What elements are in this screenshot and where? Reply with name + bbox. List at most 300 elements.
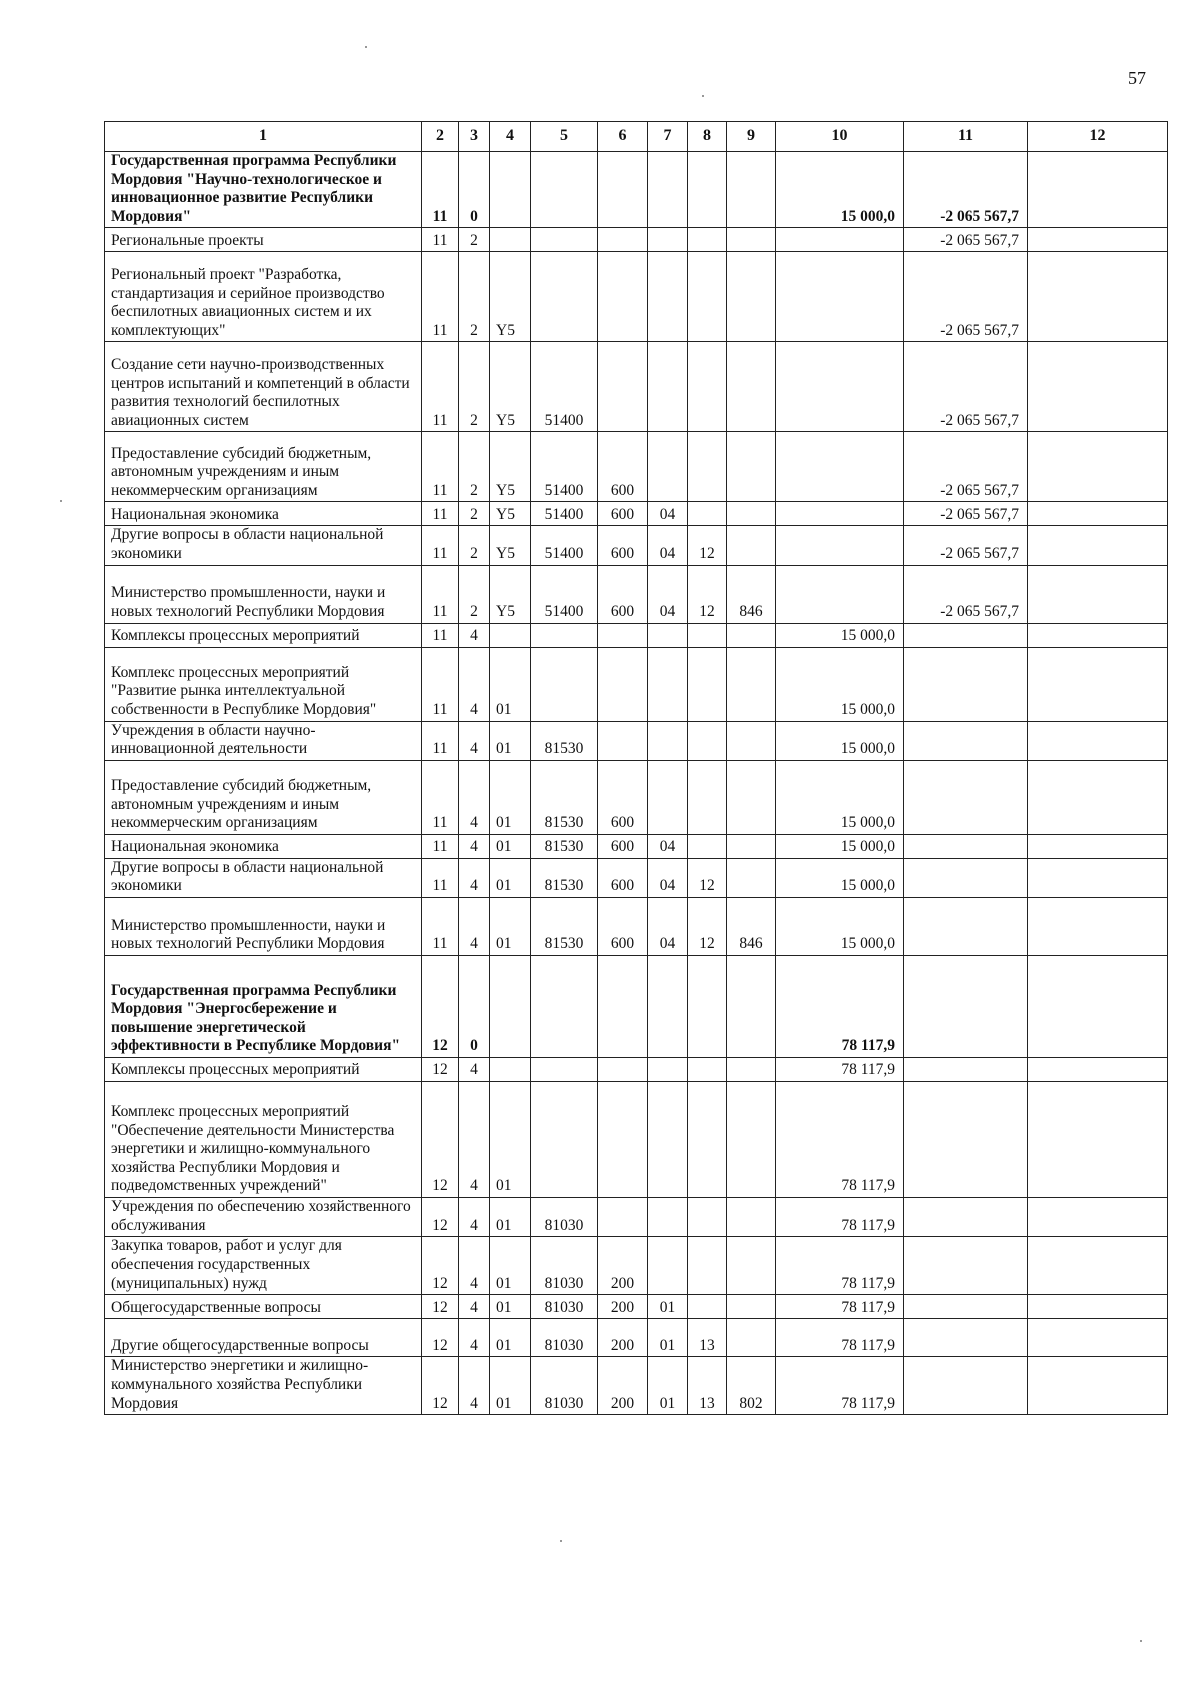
row-cell-col8 — [688, 1295, 727, 1319]
row-cell-col6: 600 — [598, 432, 648, 502]
row-cell-col9 — [727, 1319, 776, 1357]
row-cell-col6: 600 — [598, 858, 648, 897]
row-cell-col4: 01 — [490, 760, 531, 834]
table-row — [105, 1237, 1168, 1295]
row-cell-col9 — [727, 834, 776, 858]
row-cell-col8 — [688, 228, 727, 252]
header-cell-col9: 9 — [727, 122, 776, 152]
row-cell-col11 — [904, 1197, 1028, 1236]
row-name-cell: Комплексы процессных мероприятий — [105, 623, 422, 647]
scan-speck — [560, 1540, 562, 1542]
row-cell-col11 — [904, 760, 1028, 834]
row-cell-col8 — [688, 721, 727, 760]
table-row — [105, 1081, 1168, 1197]
row-cell-col2: 11 — [422, 432, 459, 502]
row-cell-col9 — [727, 1197, 776, 1236]
row-cell-col9 — [727, 526, 776, 565]
row-cell-col4 — [490, 228, 531, 252]
row-cell-col7 — [648, 342, 688, 432]
row-cell-col8 — [688, 1237, 727, 1295]
row-cell-col9 — [727, 955, 776, 1057]
row-cell-col10: 15 000,0 — [776, 647, 904, 721]
row-cell-col3: 4 — [459, 1319, 490, 1357]
row-cell-col10 — [776, 432, 904, 502]
row-cell-col4: 01 — [490, 1357, 531, 1415]
row-cell-col10: 78 117,9 — [776, 1357, 904, 1415]
row-cell-col12 — [1028, 565, 1168, 623]
row-cell-col4: 01 — [490, 1197, 531, 1236]
row-cell-col3: 4 — [459, 721, 490, 760]
row-name-cell: Комплекс процессных мероприятий "Обеспечение деятельности Министерства энергетики и жилищно-коммунального хозяйства Республики Мордовия и подведомственных учреждений" — [105, 1081, 422, 1197]
row-cell-col5: 81530 — [531, 897, 598, 955]
row-cell-col5: 81530 — [531, 760, 598, 834]
row-cell-col4 — [490, 955, 531, 1057]
row-cell-col12 — [1028, 623, 1168, 647]
row-cell-col6: 200 — [598, 1319, 648, 1357]
row-cell-col10: 15 000,0 — [776, 834, 904, 858]
row-cell-col8 — [688, 834, 727, 858]
row-cell-col10: 15 000,0 — [776, 760, 904, 834]
scan-speck — [60, 500, 62, 502]
row-cell-col4: 01 — [490, 1295, 531, 1319]
table-row — [105, 623, 1168, 647]
row-cell-col4: 01 — [490, 647, 531, 721]
row-cell-col10: 15 000,0 — [776, 858, 904, 897]
row-cell-col7: 01 — [648, 1295, 688, 1319]
row-cell-col2: 12 — [422, 1295, 459, 1319]
row-cell-col2: 12 — [422, 1197, 459, 1236]
table-row — [105, 721, 1168, 760]
row-cell-col7 — [648, 721, 688, 760]
row-cell-col7 — [648, 252, 688, 342]
row-cell-col3: 4 — [459, 1197, 490, 1236]
row-cell-col11: -2 065 567,7 — [904, 565, 1028, 623]
row-cell-col9 — [727, 858, 776, 897]
row-cell-col7 — [648, 623, 688, 647]
row-cell-col7 — [648, 955, 688, 1057]
row-cell-col10: 15 000,0 — [776, 623, 904, 647]
row-cell-col4: 01 — [490, 834, 531, 858]
row-cell-col2: 11 — [422, 252, 459, 342]
row-name-cell: Учреждения в области научно-инновационной деятельности — [105, 721, 422, 760]
row-cell-col3: 4 — [459, 1237, 490, 1295]
row-cell-col4 — [490, 1057, 531, 1081]
row-cell-col5: 51400 — [531, 526, 598, 565]
row-cell-col7: 04 — [648, 834, 688, 858]
row-cell-col4: Y5 — [490, 252, 531, 342]
header-cell-col4: 4 — [490, 122, 531, 152]
row-cell-col4: 01 — [490, 721, 531, 760]
row-cell-col2: 12 — [422, 1357, 459, 1415]
row-cell-col10: 78 117,9 — [776, 1057, 904, 1081]
table-row — [105, 565, 1168, 623]
row-name-cell: Создание сети научно-производственных центров испытаний и компетенций в области развития технологий беспилотных авиационных систем — [105, 342, 422, 432]
row-cell-col6: 600 — [598, 897, 648, 955]
row-cell-col11: -2 065 567,7 — [904, 252, 1028, 342]
row-cell-col11 — [904, 1319, 1028, 1357]
row-cell-col5: 81030 — [531, 1319, 598, 1357]
budget-table — [104, 121, 1168, 1415]
row-cell-col6: 200 — [598, 1237, 648, 1295]
row-cell-col12 — [1028, 502, 1168, 526]
header-cell-col1: 1 — [105, 122, 422, 152]
row-cell-col3: 2 — [459, 432, 490, 502]
row-cell-col8: 12 — [688, 526, 727, 565]
row-cell-col3: 0 — [459, 955, 490, 1057]
row-name-cell: Другие вопросы в области национальной экономики — [105, 526, 422, 565]
header-cell-col7: 7 — [648, 122, 688, 152]
row-cell-col12 — [1028, 342, 1168, 432]
row-cell-col12 — [1028, 647, 1168, 721]
row-cell-col2: 12 — [422, 1081, 459, 1197]
row-cell-col11: -2 065 567,7 — [904, 432, 1028, 502]
row-cell-col12 — [1028, 955, 1168, 1057]
header-cell-col5: 5 — [531, 122, 598, 152]
row-cell-col7: 04 — [648, 526, 688, 565]
row-cell-col3: 4 — [459, 1057, 490, 1081]
row-cell-col10: 15 000,0 — [776, 152, 904, 228]
row-cell-col12 — [1028, 152, 1168, 228]
row-cell-col12 — [1028, 1197, 1168, 1236]
row-cell-col10: 78 117,9 — [776, 1319, 904, 1357]
row-cell-col6 — [598, 721, 648, 760]
row-cell-col8: 12 — [688, 897, 727, 955]
row-cell-col2: 11 — [422, 858, 459, 897]
table-row — [105, 432, 1168, 502]
row-cell-col9 — [727, 342, 776, 432]
row-cell-col7: 04 — [648, 565, 688, 623]
row-cell-col4: Y5 — [490, 565, 531, 623]
row-cell-col11 — [904, 834, 1028, 858]
table-row — [105, 760, 1168, 834]
row-cell-col9 — [727, 432, 776, 502]
row-cell-col4: Y5 — [490, 502, 531, 526]
row-name-cell: Комплексы процессных мероприятий — [105, 1057, 422, 1081]
row-cell-col9: 802 — [727, 1357, 776, 1415]
row-cell-col12 — [1028, 228, 1168, 252]
row-cell-col11: -2 065 567,7 — [904, 152, 1028, 228]
row-cell-col8: 13 — [688, 1357, 727, 1415]
row-cell-col11: -2 065 567,7 — [904, 502, 1028, 526]
row-name-cell: Государственная программа Республики Мордовия "Научно-технологическое и инновационное развитие Республики Мордовия" — [105, 152, 422, 228]
row-cell-col6 — [598, 955, 648, 1057]
row-cell-col6 — [598, 252, 648, 342]
row-cell-col6: 600 — [598, 760, 648, 834]
header-cell-col3: 3 — [459, 122, 490, 152]
row-cell-col5: 81030 — [531, 1197, 598, 1236]
table-row — [105, 228, 1168, 252]
table-row — [105, 502, 1168, 526]
row-cell-col4 — [490, 623, 531, 647]
row-cell-col11 — [904, 1057, 1028, 1081]
row-cell-col5: 51400 — [531, 502, 598, 526]
row-cell-col7: 04 — [648, 897, 688, 955]
row-cell-col4: Y5 — [490, 342, 531, 432]
row-cell-col7 — [648, 647, 688, 721]
row-name-cell: Другие общегосударственные вопросы — [105, 1319, 422, 1357]
row-cell-col11 — [904, 721, 1028, 760]
row-cell-col9 — [727, 1295, 776, 1319]
table-row — [105, 152, 1168, 228]
row-cell-col5: 81530 — [531, 858, 598, 897]
row-cell-col11: -2 065 567,7 — [904, 228, 1028, 252]
table-row — [105, 1357, 1168, 1415]
row-cell-col4: 01 — [490, 1237, 531, 1295]
row-cell-col9: 846 — [727, 897, 776, 955]
table-row — [105, 1295, 1168, 1319]
row-name-cell: Национальная экономика — [105, 502, 422, 526]
row-cell-col11 — [904, 623, 1028, 647]
row-cell-col5: 81530 — [531, 721, 598, 760]
row-cell-col6 — [598, 1197, 648, 1236]
row-cell-col2: 12 — [422, 955, 459, 1057]
row-cell-col8 — [688, 1197, 727, 1236]
table-row — [105, 647, 1168, 721]
row-cell-col7: 04 — [648, 858, 688, 897]
row-cell-col8 — [688, 1057, 727, 1081]
row-cell-col10 — [776, 565, 904, 623]
row-cell-col7: 04 — [648, 502, 688, 526]
row-cell-col3: 4 — [459, 858, 490, 897]
row-cell-col6 — [598, 228, 648, 252]
row-cell-col8 — [688, 252, 727, 342]
row-name-cell: Общегосударственные вопросы — [105, 1295, 422, 1319]
row-name-cell: Региональные проекты — [105, 228, 422, 252]
row-cell-col11 — [904, 647, 1028, 721]
row-cell-col12 — [1028, 721, 1168, 760]
row-cell-col4: Y5 — [490, 432, 531, 502]
row-name-cell: Закупка товаров, работ и услуг для обеспечения государственных (муниципальных) нужд — [105, 1237, 422, 1295]
row-cell-col10 — [776, 526, 904, 565]
row-cell-col5: 81030 — [531, 1357, 598, 1415]
row-cell-col11 — [904, 858, 1028, 897]
page-number: 57 — [1128, 68, 1146, 88]
row-name-cell: Региональный проект "Разработка, стандартизация и серийное производство беспилотных авиационных систем и их комплектующих" — [105, 252, 422, 342]
row-cell-col9 — [727, 152, 776, 228]
row-cell-col10: 78 117,9 — [776, 955, 904, 1057]
row-cell-col4: 01 — [490, 1081, 531, 1197]
table-row — [105, 858, 1168, 897]
row-cell-col11 — [904, 1357, 1028, 1415]
table-row — [105, 955, 1168, 1057]
table-row — [105, 252, 1168, 342]
row-cell-col9 — [727, 1057, 776, 1081]
row-cell-col10: 15 000,0 — [776, 721, 904, 760]
row-cell-col12 — [1028, 1319, 1168, 1357]
row-cell-col3: 2 — [459, 526, 490, 565]
table-row — [105, 834, 1168, 858]
row-cell-col12 — [1028, 252, 1168, 342]
row-cell-col8: 13 — [688, 1319, 727, 1357]
row-cell-col3: 2 — [459, 342, 490, 432]
row-cell-col2: 11 — [422, 152, 459, 228]
row-cell-col2: 11 — [422, 526, 459, 565]
row-cell-col4: 01 — [490, 858, 531, 897]
row-name-cell: Комплекс процессных мероприятий "Развитие рынка интеллектуальной собственности в Республике Мордовия" — [105, 647, 422, 721]
header-row — [105, 122, 1168, 152]
row-cell-col10 — [776, 252, 904, 342]
row-cell-col9 — [727, 502, 776, 526]
row-cell-col12 — [1028, 1357, 1168, 1415]
row-cell-col5: 81530 — [531, 834, 598, 858]
row-cell-col11 — [904, 1081, 1028, 1197]
row-cell-col9 — [727, 647, 776, 721]
row-cell-col11: -2 065 567,7 — [904, 342, 1028, 432]
row-cell-col9 — [727, 1081, 776, 1197]
row-cell-col12 — [1028, 1237, 1168, 1295]
row-cell-col9: 846 — [727, 565, 776, 623]
header-cell-col11: 11 — [904, 122, 1028, 152]
row-cell-col5 — [531, 623, 598, 647]
row-cell-col3: 2 — [459, 565, 490, 623]
row-cell-col12 — [1028, 432, 1168, 502]
row-cell-col9 — [727, 228, 776, 252]
row-name-cell: Министерство промышленности, науки и новых технологий Республики Мордовия — [105, 897, 422, 955]
row-cell-col3: 4 — [459, 760, 490, 834]
table-row — [105, 1319, 1168, 1357]
row-cell-col10: 15 000,0 — [776, 897, 904, 955]
row-cell-col6: 200 — [598, 1295, 648, 1319]
row-cell-col4: 01 — [490, 1319, 531, 1357]
row-cell-col6 — [598, 647, 648, 721]
row-cell-col11: -2 065 567,7 — [904, 526, 1028, 565]
table-row — [105, 1057, 1168, 1081]
row-cell-col7 — [648, 228, 688, 252]
row-cell-col3: 4 — [459, 1295, 490, 1319]
row-cell-col6 — [598, 1081, 648, 1197]
scan-speck — [702, 95, 704, 97]
row-name-cell: Министерство промышленности, науки и новых технологий Республики Мордовия — [105, 565, 422, 623]
row-cell-col7 — [648, 1081, 688, 1197]
row-cell-col10 — [776, 342, 904, 432]
row-cell-col12 — [1028, 1081, 1168, 1197]
row-name-cell: Министерство энергетики и жилищно-коммунального хозяйства Республики Мордовия — [105, 1357, 422, 1415]
row-name-cell: Другие вопросы в области национальной экономики — [105, 858, 422, 897]
row-cell-col6 — [598, 623, 648, 647]
row-cell-col7: 01 — [648, 1319, 688, 1357]
row-cell-col3: 2 — [459, 252, 490, 342]
row-cell-col7 — [648, 432, 688, 502]
table-row — [105, 1197, 1168, 1236]
row-cell-col3: 4 — [459, 1357, 490, 1415]
row-cell-col8: 12 — [688, 565, 727, 623]
row-cell-col7: 01 — [648, 1357, 688, 1415]
row-cell-col5 — [531, 228, 598, 252]
row-cell-col5: 81030 — [531, 1237, 598, 1295]
row-cell-col8 — [688, 502, 727, 526]
row-cell-col5 — [531, 252, 598, 342]
row-cell-col6: 600 — [598, 502, 648, 526]
row-cell-col2: 11 — [422, 647, 459, 721]
row-cell-col2: 12 — [422, 1057, 459, 1081]
row-cell-col3: 4 — [459, 647, 490, 721]
row-name-cell: Предоставление субсидий бюджетным, автономным учреждениям и иным некоммерческим организациям — [105, 432, 422, 502]
row-cell-col7 — [648, 152, 688, 228]
header-cell-col6: 6 — [598, 122, 648, 152]
scan-speck — [1140, 1640, 1142, 1642]
row-cell-col10: 78 117,9 — [776, 1295, 904, 1319]
header-cell-col8: 8 — [688, 122, 727, 152]
row-cell-col5 — [531, 955, 598, 1057]
row-cell-col11 — [904, 897, 1028, 955]
row-cell-col7 — [648, 1197, 688, 1236]
row-cell-col5 — [531, 1057, 598, 1081]
row-cell-col9 — [727, 721, 776, 760]
row-cell-col8: 12 — [688, 858, 727, 897]
row-cell-col12 — [1028, 897, 1168, 955]
row-cell-col8 — [688, 342, 727, 432]
table-row — [105, 526, 1168, 565]
row-cell-col12 — [1028, 1057, 1168, 1081]
row-cell-col11 — [904, 1237, 1028, 1295]
row-cell-col2: 12 — [422, 1237, 459, 1295]
row-cell-col12 — [1028, 526, 1168, 565]
row-cell-col6 — [598, 152, 648, 228]
row-cell-col3: 4 — [459, 1081, 490, 1197]
row-cell-col8 — [688, 955, 727, 1057]
row-cell-col5: 51400 — [531, 342, 598, 432]
row-cell-col3: 0 — [459, 152, 490, 228]
row-cell-col6: 600 — [598, 834, 648, 858]
row-cell-col7 — [648, 1057, 688, 1081]
row-name-cell: Национальная экономика — [105, 834, 422, 858]
row-cell-col2: 11 — [422, 897, 459, 955]
row-cell-col10 — [776, 228, 904, 252]
row-cell-col5: 51400 — [531, 432, 598, 502]
row-cell-col10: 78 117,9 — [776, 1081, 904, 1197]
row-cell-col2: 11 — [422, 228, 459, 252]
table-row — [105, 342, 1168, 432]
row-cell-col2: 11 — [422, 721, 459, 760]
row-cell-col3: 2 — [459, 502, 490, 526]
row-cell-col3: 4 — [459, 897, 490, 955]
row-cell-col2: 11 — [422, 342, 459, 432]
row-cell-col7 — [648, 760, 688, 834]
row-cell-col12 — [1028, 760, 1168, 834]
row-cell-col6 — [598, 342, 648, 432]
row-cell-col12 — [1028, 858, 1168, 897]
row-cell-col2: 12 — [422, 1319, 459, 1357]
row-cell-col8 — [688, 152, 727, 228]
row-cell-col11 — [904, 955, 1028, 1057]
row-cell-col5: 81030 — [531, 1295, 598, 1319]
row-cell-col7 — [648, 1237, 688, 1295]
row-cell-col5 — [531, 1081, 598, 1197]
row-cell-col2: 11 — [422, 834, 459, 858]
header-cell-col12: 12 — [1028, 122, 1168, 152]
row-cell-col5 — [531, 647, 598, 721]
row-cell-col3: 4 — [459, 623, 490, 647]
row-cell-col9 — [727, 252, 776, 342]
table-row — [105, 897, 1168, 955]
row-cell-col2: 11 — [422, 623, 459, 647]
header-cell-col2: 2 — [422, 122, 459, 152]
row-cell-col9 — [727, 760, 776, 834]
row-cell-col8 — [688, 647, 727, 721]
row-cell-col4: Y5 — [490, 526, 531, 565]
row-cell-col5 — [531, 152, 598, 228]
row-cell-col2: 11 — [422, 760, 459, 834]
row-cell-col2: 11 — [422, 502, 459, 526]
row-name-cell: Учреждения по обеспечению хозяйственного обслуживания — [105, 1197, 422, 1236]
row-cell-col8 — [688, 623, 727, 647]
scan-speck — [365, 46, 367, 48]
row-name-cell: Предоставление субсидий бюджетным, автономным учреждениям и иным некоммерческим организациям — [105, 760, 422, 834]
header-cell-col10: 10 — [776, 122, 904, 152]
row-cell-col3: 4 — [459, 834, 490, 858]
row-cell-col9 — [727, 623, 776, 647]
row-cell-col5: 51400 — [531, 565, 598, 623]
